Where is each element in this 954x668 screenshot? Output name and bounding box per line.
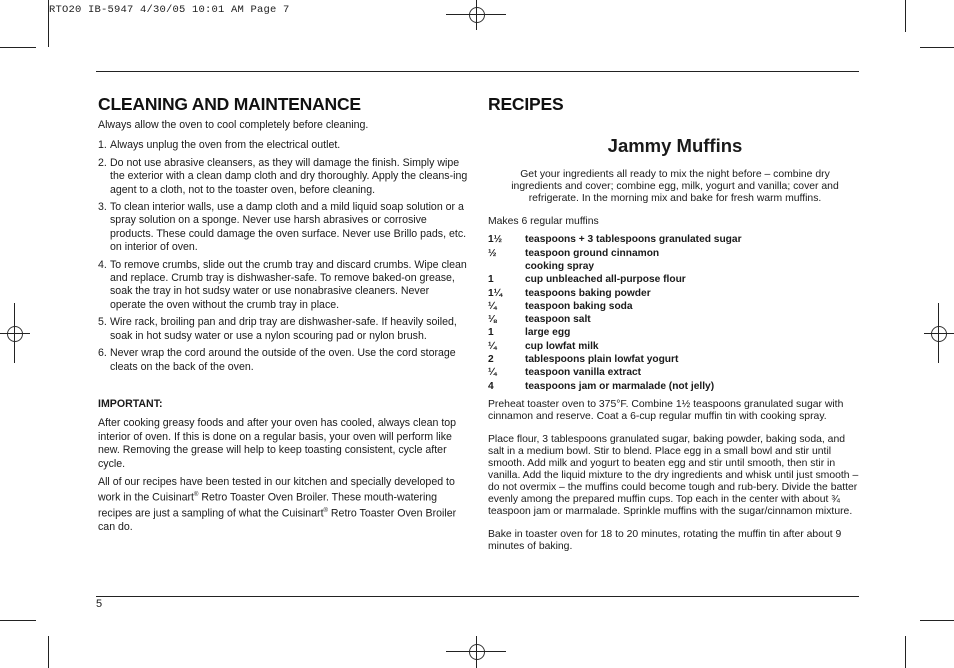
ingredient-row: ¼ teaspoon baking soda [488, 300, 633, 312]
recipe-yield: Makes 6 regular muffins [488, 216, 599, 227]
registration-mark [469, 644, 485, 660]
footer-rule [96, 596, 859, 597]
cleaning-steps [98, 139, 468, 374]
ingredient-row: 1 large egg [488, 327, 571, 339]
ingredient-row: ⅛ teaspoon salt [488, 314, 591, 326]
ingredient-row: ½ teaspoon ground cinnamon [488, 247, 660, 259]
ingredient-list [488, 233, 742, 393]
important-label: IMPORTANT: [98, 397, 163, 410]
cleaning-section [98, 94, 468, 535]
registration-mark [14, 303, 15, 363]
ingredient-row: cooking spray [525, 261, 595, 272]
ingredient-row: ¼ cup lowfat milk [488, 340, 599, 352]
registration-mark [0, 333, 30, 334]
registration-mark [476, 636, 477, 668]
ingredient-row: 1¼ teaspoons baking powder [488, 287, 651, 299]
step-item: 2. Do not use abrasive cleansers, as they will damage the finish. Simply wipe the exterior with a clean damp cloth and dry thoroughly. Apply the cleans-ing agent to a cloth, not to the toaster oven, before cleaning. [98, 156, 468, 196]
step-item: 3. To clean interior walls, use a damp cloth and a mild liquid soap solution or a spray solution on a sponge. Never use harsh abrasives or corrosive products. These could damage the oven surface. Never use Brillo pads, etc. on interior of oven. [98, 201, 467, 254]
recipe-title: Jammy Muffins [607, 135, 743, 156]
intro-text: Always allow the oven to cool completely before cleaning. [98, 119, 369, 131]
method-step: Preheat toaster oven to 375°F. Combine 1½ teaspoons granulated sugar with cinnamon and reserve. Coat a 6-cup regular muffin tin with cooking spray. [488, 398, 844, 422]
ingredient-row: ¼ teaspoon vanilla extract [488, 367, 642, 379]
crop-mark [48, 0, 49, 47]
section-heading: CLEANING AND MAINTENANCE [98, 94, 361, 114]
recipes-section [488, 94, 862, 553]
crop-mark [920, 620, 954, 621]
method-step: Bake in toaster oven for 18 to 20 minutes, rotating the muffin tin after about 9 minutes of baking. [488, 528, 842, 552]
ingredient-row: 1½ teaspoons + 3 tablespoons granulated sugar [488, 234, 742, 246]
recipe-intro: Get your ingredients all ready to mix the night before – combine dry ingredients and cover; combine egg, milk, yogurt and vanilla; cover and refrigerate. In the morning mix and bake for fresh warm muffins. [511, 169, 839, 204]
registration-mark [469, 7, 485, 23]
closing-text: All of our recipes have been tested in our kitchen and specially developed to work in the Cuisinart® Retro Toaster Oven Broiler. These mouth-watering recipes are just a sampling of what the Cuisinart® Retro Toaster Oven Broiler can do. [98, 475, 457, 534]
registration-mark [924, 333, 954, 334]
step-item: 1. Always unplug the oven from the electrical outlet. [98, 139, 341, 152]
step-item: 4. To remove crumbs, slide out the crumb tray and discard crumbs. Wipe clean and replace. Crumb tray is dishwasher-safe. To remove baked-on grease, soak the tray in hot sudsy water or use nonabrasive cleaners. Never operate the oven without the crumb tray in place. [98, 258, 467, 311]
page-number: 5 [96, 598, 103, 610]
registration-mark [7, 326, 23, 342]
ingredient-row: 1 cup unbleached all-purpose flour [488, 274, 686, 286]
crop-mark [920, 47, 954, 48]
important-text: After cooking greasy foods and after your oven has cooled, always clean top interior of oven. If this is done on a regular basis, your oven will perform like new. Removing the grease will help to keep toasting consistent, cycle after cycle. [98, 417, 457, 470]
crop-mark [905, 636, 906, 668]
crop-mark [905, 0, 906, 32]
ingredient-row: 4 teaspoons jam or marmalade (not jelly) [488, 380, 715, 392]
registration-mark [476, 0, 477, 30]
crop-mark [48, 636, 49, 668]
registration-mark [938, 303, 939, 363]
step-item: 6. Never wrap the cord around the outside of the oven. Use the cord storage cleats on the back of the oven. [98, 347, 456, 373]
ingredient-row: 2 tablespoons plain lowfat yogurt [488, 354, 679, 366]
crop-mark [0, 47, 36, 48]
header-rule [96, 71, 859, 72]
crop-mark [0, 620, 36, 621]
step-item: 5. Wire rack, broiling pan and drip tray are dishwasher-safe. If heavily soiled, soak in hot sudsy water or use a nylon scouring pad or nylon brush. [98, 316, 457, 342]
registration-mark [931, 326, 947, 342]
section-heading: RECIPES [488, 94, 564, 114]
print-slug: RTO20 IB-5947 4/30/05 10:01 AM Page 7 [49, 4, 290, 16]
method-step: Place flour, 3 tablespoons granulated sugar, baking powder, baking soda, and salt in a medium bowl. Stir to blend. Place egg in a small bowl and stir until smooth. Add milk and yogurt to beaten egg and stir until smooth, then stir in vanilla. Add the liquid mixture to the dry ingredients and whisk until just smooth – do not overmix – the muffins could become tough and rub-bery. Divide the batter evenly among the prepared muffin cups. Top each in the center with about ¾ teaspoon jam or marmalade. Sprinkle muffins with the sugar/cinnamon mixture. [488, 433, 859, 517]
